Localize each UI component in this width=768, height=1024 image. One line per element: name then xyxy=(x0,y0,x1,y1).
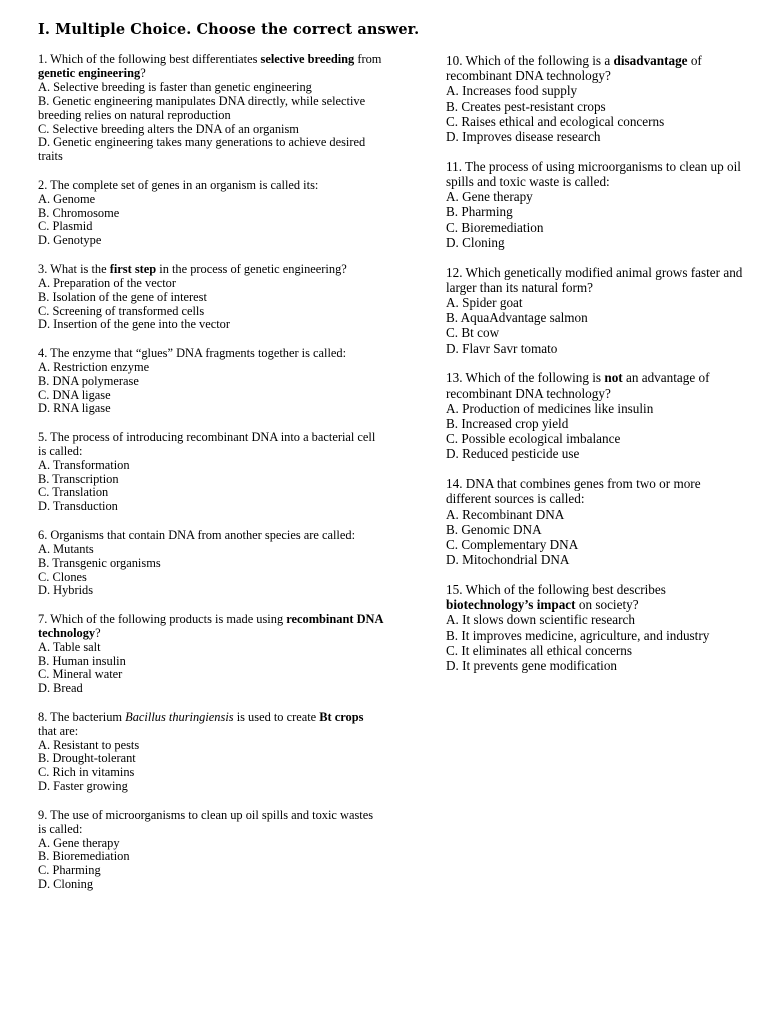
answer-option: D. Improves disease research xyxy=(446,129,601,145)
answer-option: A. Increases food supply xyxy=(446,83,578,99)
answer-option: C. Rich in vitamins xyxy=(38,765,135,780)
answer-option: D. RNA ligase xyxy=(38,401,111,416)
question-7 xyxy=(38,613,383,696)
question-stem-segment: 5. The process of introducing recombinant DNA into a bacterial cell is called: xyxy=(38,429,376,458)
answer-option: B. DNA polymerase xyxy=(38,373,139,388)
question-2 xyxy=(38,179,383,249)
question-stem xyxy=(38,711,383,739)
question-stem-segment: genetic engineering xyxy=(38,65,141,80)
answer-option: C. Mineral water xyxy=(38,667,123,682)
question-stem-segment: in the process of genetic engineering? xyxy=(156,261,347,276)
answer-option: C. Plasmid xyxy=(38,219,93,234)
question-stem-segment: 1. Which of the following best differentiates xyxy=(38,52,261,66)
question-stem-segment: 9. The use of microorganisms to clean up oil spills and toxic wastes is called: xyxy=(38,807,374,836)
question-stem-segment: selective breeding xyxy=(260,52,355,66)
answer-option: D. It prevents gene modification xyxy=(446,658,618,674)
right-column xyxy=(446,53,746,688)
answer-option: A. Gene therapy xyxy=(38,835,120,850)
answer-option: D. Faster growing xyxy=(38,779,128,794)
answer-option: A. Table salt xyxy=(38,639,101,654)
question-stem xyxy=(446,159,746,189)
answer-option: A. Spider goat xyxy=(446,295,523,311)
question-stem-segment: ? xyxy=(95,625,101,640)
question-stem xyxy=(38,529,383,543)
question-stem xyxy=(446,476,746,506)
question-stem-segment: that are: xyxy=(38,723,79,738)
answer-option: C. Possible ecological imbalance xyxy=(446,431,621,447)
answer-option: C. Raises ethical and ecological concerns xyxy=(446,113,665,129)
answer-option: C. Complementary DNA xyxy=(446,537,579,553)
answer-option: D. Genotype xyxy=(38,233,102,248)
answer-option: D. Cloning xyxy=(38,877,94,892)
question-12 xyxy=(446,265,746,356)
question-stem-segment: 15. Which of the following best describes xyxy=(446,582,666,598)
question-13 xyxy=(446,370,746,461)
answer-option: B. AquaAdvantage salmon xyxy=(446,310,588,326)
question-stem-segment: recombinant DNA technology xyxy=(38,611,383,640)
question-stem-segment: ? xyxy=(140,65,146,80)
question-10 xyxy=(446,53,746,144)
answer-option: C. Screening of transformed cells xyxy=(38,303,205,318)
question-8 xyxy=(38,711,383,794)
question-stem xyxy=(38,347,383,361)
answer-option: B. Increased crop yield xyxy=(446,416,569,432)
question-15 xyxy=(446,582,746,673)
question-stem-segment: biotechnology’s impact xyxy=(446,597,576,613)
question-stem-segment: 13. Which of the following is xyxy=(446,370,605,386)
answer-option: A. Restriction enzyme xyxy=(38,359,150,374)
answer-option: B. Transcription xyxy=(38,471,119,486)
question-stem-segment: of recombinant DNA technology? xyxy=(446,53,702,84)
left-column xyxy=(38,53,383,907)
answer-option: B. Isolation of the gene of interest xyxy=(38,289,207,304)
question-4 xyxy=(38,347,383,417)
question-stem-segment: 14. DNA that combines genes from two or more different sources is called: xyxy=(446,476,701,507)
question-stem-segment: 3. What is the xyxy=(38,261,110,276)
answer-option: B. Human insulin xyxy=(38,653,126,668)
question-stem xyxy=(446,370,746,400)
answer-option: B. Drought-tolerant xyxy=(38,751,136,766)
answer-option: C. Translation xyxy=(38,485,109,500)
question-stem xyxy=(446,582,746,612)
answer-option: A. Production of medicines like insulin xyxy=(446,400,654,416)
question-stem-segment: Bt crops xyxy=(319,709,364,724)
answer-option: A. Mutants xyxy=(38,541,94,556)
answer-option: C. Pharming xyxy=(38,863,101,878)
answer-option: B. It improves medicine, agriculture, and industry xyxy=(446,627,710,643)
answer-option: D. Mitochondrial DNA xyxy=(446,552,570,568)
question-stem-segment: 8. The bacterium xyxy=(38,709,126,724)
answer-option: A. Gene therapy xyxy=(446,189,533,205)
question-stem xyxy=(446,53,746,83)
answer-option: B. Chromosome xyxy=(38,205,120,220)
answer-option: A. It slows down scientific research xyxy=(446,612,635,628)
answer-option: C. Clones xyxy=(38,569,87,584)
answer-option: C. Bt cow xyxy=(446,325,500,341)
question-stem-segment: on society? xyxy=(575,597,639,613)
question-stem-segment: is used to create xyxy=(233,709,320,724)
question-5 xyxy=(38,431,383,514)
answer-option: D. Cloning xyxy=(446,234,505,250)
answer-option: A. Resistant to pests xyxy=(38,737,140,752)
question-stem-segment: 2. The complete set of genes in an organism is called its: xyxy=(38,177,319,192)
question-stem-segment: an advantage of recombinant DNA technology? xyxy=(446,370,710,401)
question-stem-segment: 4. The enzyme that “glues” DNA fragments together is called: xyxy=(38,345,347,360)
answer-option: D. Genetic engineering takes many generations to achieve desired traits xyxy=(38,135,366,164)
answer-option: D. Transduction xyxy=(38,499,118,514)
answer-option: D. Insertion of the gene into the vector xyxy=(38,317,230,332)
answer-option: C. DNA ligase xyxy=(38,387,111,402)
answer-option: A. Transformation xyxy=(38,457,130,472)
question-stem xyxy=(38,263,383,277)
question-1 xyxy=(38,53,383,164)
question-stem-segment: disadvantage xyxy=(613,53,688,68)
answer-option: B. Transgenic organisms xyxy=(38,555,161,570)
question-stem xyxy=(38,809,383,837)
question-stem-segment: 10. Which of the following is a xyxy=(446,53,614,68)
answer-option: A. Preparation of the vector xyxy=(38,275,176,290)
answer-option: A. Genome xyxy=(38,191,96,206)
answer-option: B. Pharming xyxy=(446,204,513,220)
question-3 xyxy=(38,263,383,333)
page-title: I. Multiple Choice. Choose the correct answer. xyxy=(38,21,420,38)
question-stem-segment: 6. Organisms that contain DNA from another species are called: xyxy=(38,527,356,542)
question-stem xyxy=(446,265,746,295)
question-stem-segment: from xyxy=(354,52,382,66)
answer-option: B. Creates pest-resistant crops xyxy=(446,98,606,114)
question-stem xyxy=(38,431,383,459)
question-11 xyxy=(446,159,746,250)
answer-option: D. Flavr Savr tomato xyxy=(446,340,558,356)
question-stem xyxy=(38,53,383,81)
question-stem xyxy=(38,179,383,193)
question-stem-segment: 12. Which genetically modified animal grows faster and larger than its natural form? xyxy=(446,264,743,295)
question-6 xyxy=(38,529,383,599)
answer-option: C. Selective breeding alters the DNA of an organism xyxy=(38,121,299,136)
answer-option: B. Bioremediation xyxy=(38,849,130,864)
question-stem xyxy=(38,613,383,641)
question-9 xyxy=(38,809,383,892)
answer-option: C. It eliminates all ethical concerns xyxy=(446,642,633,658)
question-stem-segment: 11. The process of using microorganisms to clean up oil spills and toxic waste is called: xyxy=(446,158,741,190)
answer-option: D. Reduced pesticide use xyxy=(446,446,580,462)
answer-option: A. Selective breeding is faster than genetic engineering xyxy=(38,79,312,94)
answer-option: D. Bread xyxy=(38,681,83,696)
answer-option: D. Hybrids xyxy=(38,583,94,598)
answer-option: B. Genomic DNA xyxy=(446,521,542,537)
question-stem-segment: 7. Which of the following products is made using xyxy=(38,611,287,626)
answer-option: C. Bioremediation xyxy=(446,219,544,235)
answer-option: B. Genetic engineering manipulates DNA directly, while selective breeding relies on natural reproduction xyxy=(38,93,366,122)
question-stem-segment: first step xyxy=(109,261,157,276)
question-stem-segment: not xyxy=(604,370,623,386)
question-stem-segment: Bacillus thuringiensis xyxy=(125,709,234,724)
question-14 xyxy=(446,476,746,567)
answer-option: A. Recombinant DNA xyxy=(446,506,565,522)
